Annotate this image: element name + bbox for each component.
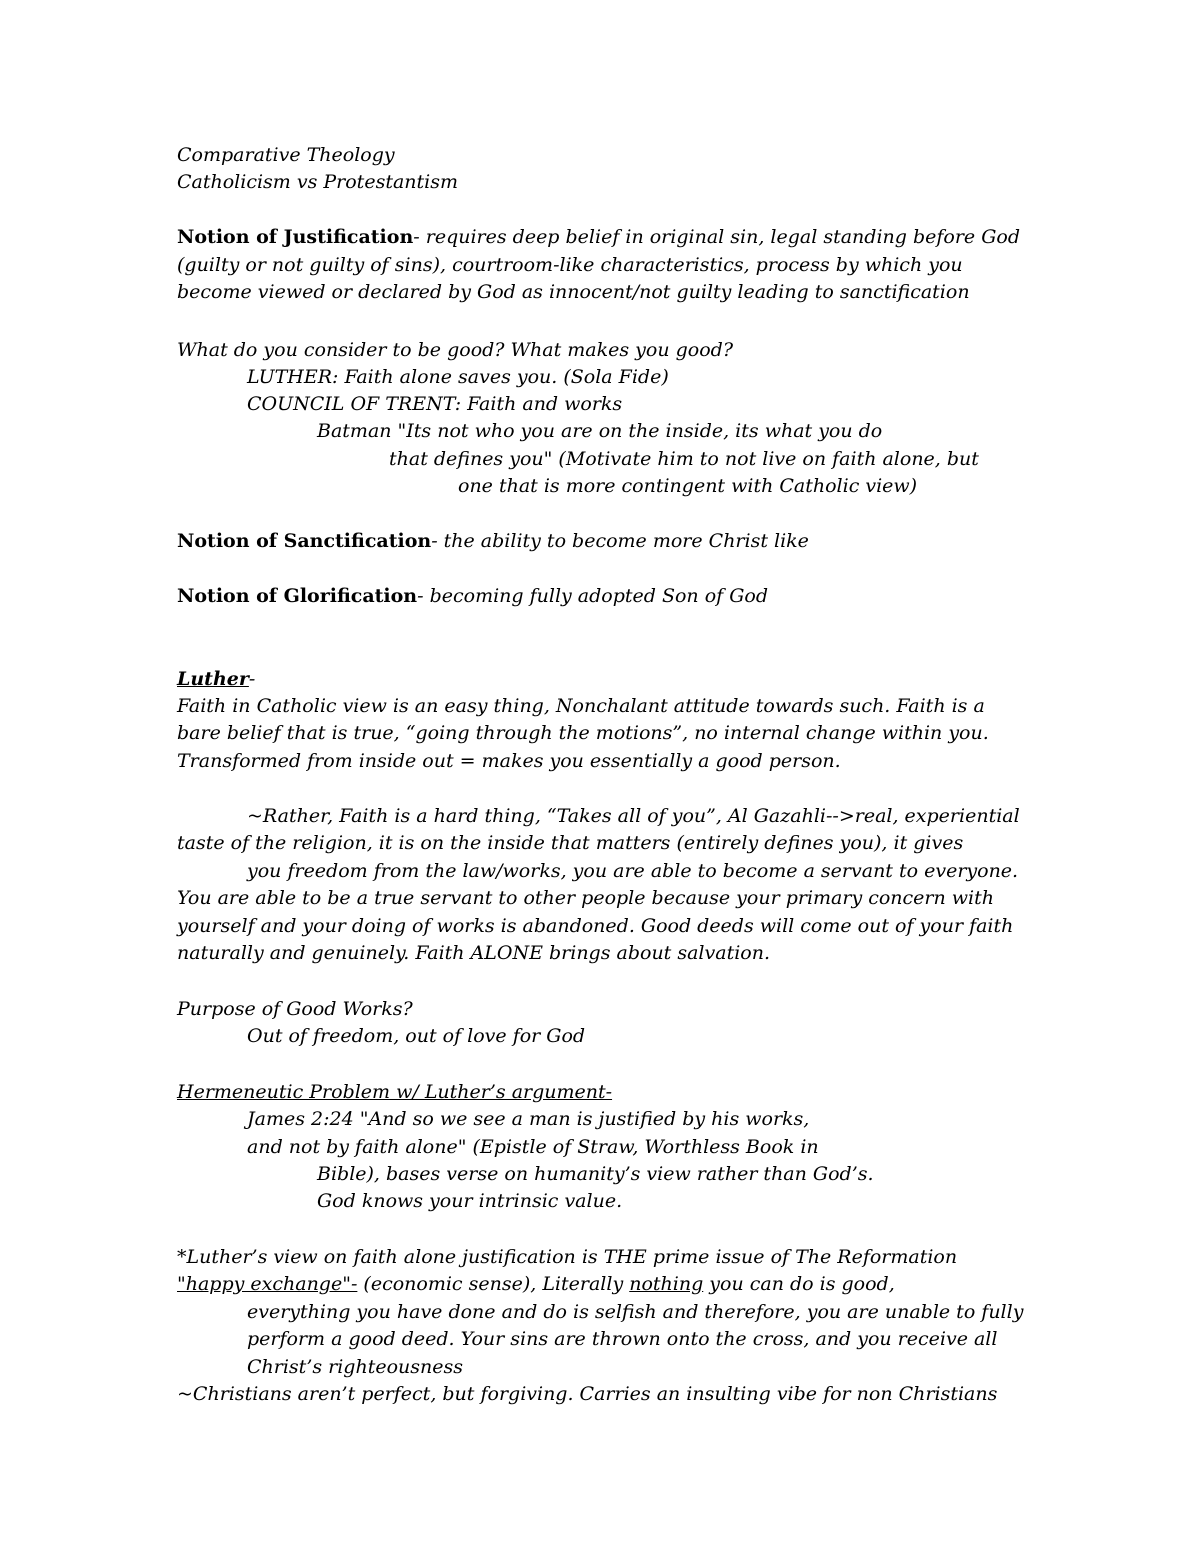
luther-p2-line-6: naturally and genuinely. Faith ALONE brings about salvation. xyxy=(177,942,770,964)
luther-p1-line-3: Transformed from inside out = makes you essentially a good person. xyxy=(177,750,841,772)
happy-exchange-term: "happy exchange"- xyxy=(177,1273,358,1295)
reformation-line-4: Christ’s righteousness xyxy=(247,1356,463,1378)
happy-exchange-text-b: you can do is good, xyxy=(703,1273,895,1295)
purpose-answer: Out of freedom, out of love for God xyxy=(247,1025,586,1047)
hermeneutic-line-4: God knows your intrinsic value. xyxy=(317,1190,623,1212)
luther-p1-line-2: bare belief that is true, “going through the motions”, no internal change within you. xyxy=(177,722,989,744)
good-question: What do you consider to be good? What makes you good? xyxy=(177,339,734,361)
document-subtitle: Catholicism vs Protestantism xyxy=(177,171,458,193)
luther-p2-line-2: taste of the religion, it is on the inside that matters (entirely defines you), it gives xyxy=(177,832,964,854)
reformation-note: *Luther’s view on faith alone justification is THE prime issue of The Reformation xyxy=(177,1246,958,1268)
batman-quote-1: Batman "Its not who you are on the inside, its what you do xyxy=(317,420,883,442)
reformation-line-5: ~Christians aren’t perfect, but forgiving. Carries an insulting vibe for non Christians xyxy=(177,1383,998,1405)
luther-sola-fide: LUTHER: Faith alone saves you. (Sola Fide) xyxy=(247,366,669,388)
luther-p1-line-1: Faith in Catholic view is an easy thing, Nonchalant attitude towards such. Faith is a xyxy=(177,695,985,717)
document-title: Comparative Theology xyxy=(177,144,395,166)
luther-p2-line-5: yourself and your doing of works is abandoned. Good deeds will come out of your faith xyxy=(177,915,1014,937)
luther-p2-line-1: ~Rather, Faith is a hard thing, “Takes all of you”, Al Gazahli-->real, experiential xyxy=(247,805,1020,827)
sanctification-line xyxy=(177,528,809,555)
luther-heading-line xyxy=(177,666,255,693)
luther-heading: Luther xyxy=(177,668,249,690)
council-of-trent: COUNCIL OF TRENT: Faith and works xyxy=(247,393,623,415)
luther-p2-line-4: You are able to be a true servant to other people because your primary concern with xyxy=(177,887,994,909)
happy-exchange-line xyxy=(177,1271,895,1298)
sanctification-def: - the ability to become more Christ like xyxy=(431,530,809,552)
sanctification-term: Notion of Sanctification xyxy=(177,530,432,552)
purpose-question: Purpose of Good Works? xyxy=(177,998,413,1020)
hermeneutic-line-3: Bible), bases verse on humanity’s view rather than God’s. xyxy=(317,1163,874,1185)
justification-line-3: become viewed or declared by God as innocent/not guilty leading to sanctification xyxy=(177,281,970,303)
justification-line-1 xyxy=(177,224,1020,251)
batman-quote-3: one that is more contingent with Catholic view) xyxy=(458,475,918,497)
reformation-line-3: perform a good deed. Your sins are thrown onto the cross, and you receive all xyxy=(247,1328,998,1350)
justification-line-2: (guilty or not guilty of sins), courtroom-like characteristics, process by which you xyxy=(177,254,963,276)
nothing-emphasis: nothing xyxy=(629,1273,704,1295)
happy-exchange-text-a: (economic sense), Literally xyxy=(357,1273,630,1295)
luther-p2-line-3: you freedom from the law/works, you are able to become a servant to everyone. xyxy=(247,860,1019,882)
hermeneutic-line-2: and not by faith alone" (Epistle of Straw, Worthless Book in xyxy=(247,1136,819,1158)
glorification-def: - becoming fully adopted Son of God xyxy=(417,585,768,607)
hermeneutic-heading: Hermeneutic Problem w/ Luther’s argument- xyxy=(177,1081,613,1103)
justification-term: Notion of Justification xyxy=(177,226,414,248)
glorification-term: Notion of Glorification xyxy=(177,585,418,607)
batman-quote-2: that defines you" (Motivate him to not live on faith alone, but xyxy=(389,448,979,470)
justification-def-1: - requires deep belief in original sin, legal standing before God xyxy=(413,226,1020,248)
luther-heading-dash: - xyxy=(248,668,256,690)
hermeneutic-line-1: James 2:24 "And so we see a man is justified by his works, xyxy=(247,1108,810,1130)
reformation-line-2: everything you have done and do is selfish and therefore, you are unable to fully xyxy=(247,1301,1024,1323)
glorification-line xyxy=(177,583,768,610)
